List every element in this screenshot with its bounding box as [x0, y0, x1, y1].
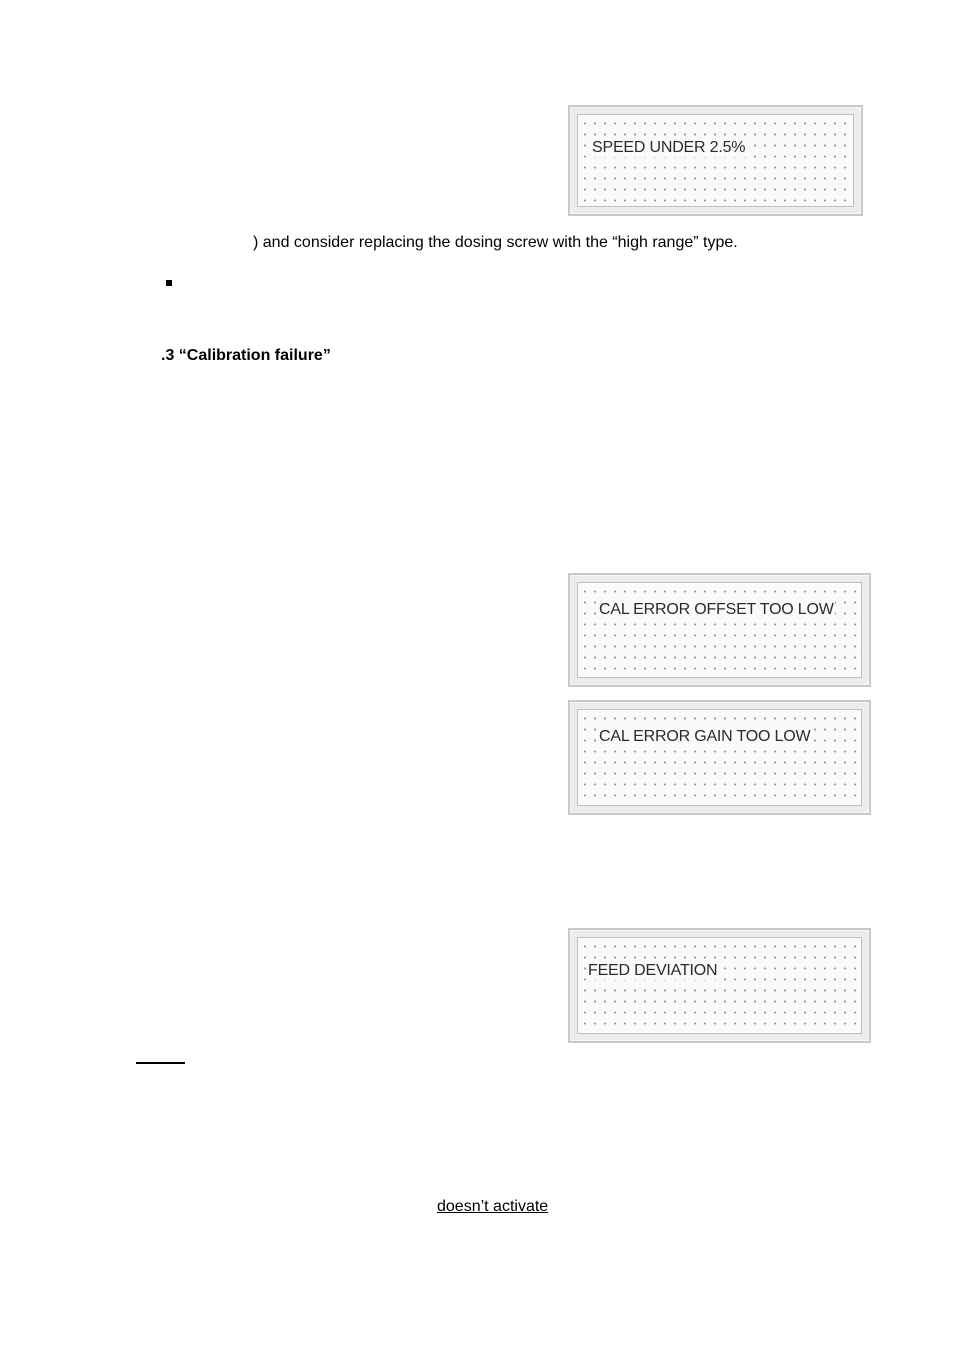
lcd-display-cal-gain	[568, 700, 871, 815]
lcd-message: CAL ERROR OFFSET TOO LOW	[599, 601, 834, 618]
lcd-message: CAL ERROR GAIN TOO LOW	[599, 728, 811, 745]
lcd-display-feed-deviation	[568, 928, 871, 1043]
lcd-dot-matrix	[577, 709, 862, 806]
doesnt-activate-text: doesn’t activate	[437, 1198, 549, 1215]
lcd-message: SPEED UNDER 2.5%	[592, 139, 746, 156]
screw-replacement-text: ) and consider replacing the dosing screw with the “high range” type.	[253, 234, 738, 251]
bullet-marker	[166, 280, 172, 286]
section-heading: .3 “Calibration failure”	[161, 347, 331, 364]
lcd-display-cal-offset	[568, 573, 871, 687]
lcd-message: FEED DEVIATION	[588, 962, 718, 979]
lcd-dot-matrix	[577, 937, 862, 1034]
lcd-display-speed-under	[568, 105, 863, 216]
lcd-dot-matrix	[577, 114, 854, 207]
lcd-dot-matrix	[577, 582, 862, 678]
underline-rule	[136, 1062, 185, 1064]
